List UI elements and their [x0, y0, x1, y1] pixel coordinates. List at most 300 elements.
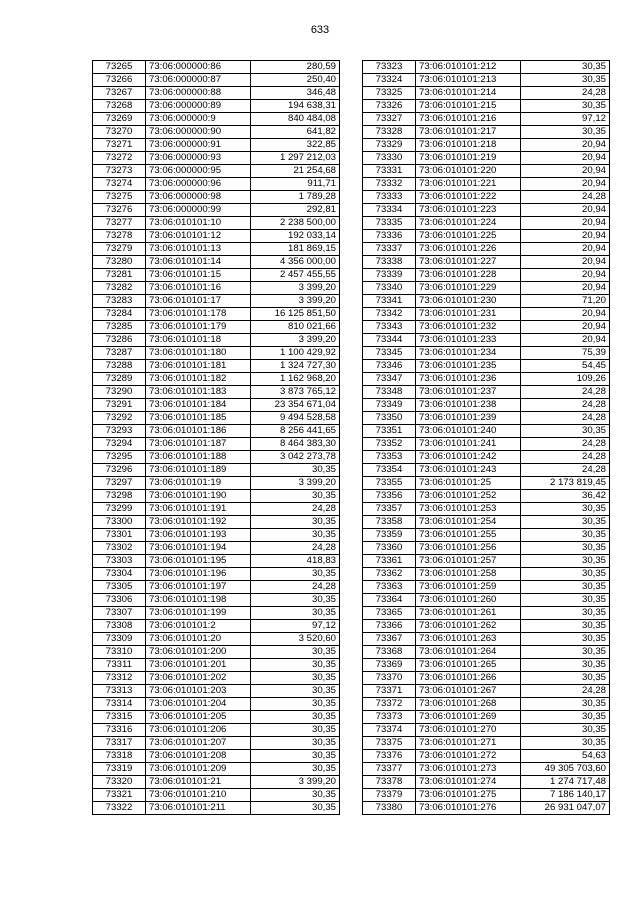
- cadastral-number-cell: 73:06:010101:265: [416, 659, 521, 672]
- table-row: [93, 230, 340, 243]
- cadastral-number-cell: 73:06:010101:225: [416, 230, 521, 243]
- value-cell: 30,35: [251, 529, 340, 542]
- value-cell: 24,28: [251, 581, 340, 594]
- row-number-cell: 73294: [93, 438, 146, 451]
- register-table-right-body: [363, 61, 610, 815]
- cadastral-number-cell: 73:06:010101:263: [416, 633, 521, 646]
- row-number-cell: 73302: [93, 542, 146, 555]
- table-row: [363, 139, 610, 152]
- cadastral-number-cell: 73:06:010101:266: [416, 672, 521, 685]
- table-row: [93, 425, 340, 438]
- cadastral-number-cell: 73:06:010101:180: [146, 347, 251, 360]
- cadastral-number-cell: 73:06:000000:95: [146, 165, 251, 178]
- value-cell: 911,71: [251, 178, 340, 191]
- row-number-cell: 73315: [93, 711, 146, 724]
- value-cell: 30,35: [521, 646, 610, 659]
- value-cell: 24,28: [251, 503, 340, 516]
- row-number-cell: 73312: [93, 672, 146, 685]
- value-cell: 20,94: [521, 308, 610, 321]
- table-row: [363, 360, 610, 373]
- table-row: [93, 100, 340, 113]
- cadastral-number-cell: 73:06:000000:90: [146, 126, 251, 139]
- value-cell: 3 399,20: [251, 776, 340, 789]
- value-cell: 30,35: [521, 594, 610, 607]
- row-number-cell: 73339: [363, 269, 416, 282]
- value-cell: 9 494 528,58: [251, 412, 340, 425]
- cadastral-number-cell: 73:06:010101:222: [416, 191, 521, 204]
- row-number-cell: 73376: [363, 750, 416, 763]
- cadastral-number-cell: 73:06:010101:243: [416, 464, 521, 477]
- cadastral-number-cell: 73:06:010101:197: [146, 581, 251, 594]
- table-row: [363, 191, 610, 204]
- row-number-cell: 73350: [363, 412, 416, 425]
- value-cell: 1 100 429,92: [251, 347, 340, 360]
- row-number-cell: 73317: [93, 737, 146, 750]
- cadastral-number-cell: 73:06:010101:181: [146, 360, 251, 373]
- cadastral-number-cell: 73:06:010101:238: [416, 399, 521, 412]
- value-cell: 16 125 851,50: [251, 308, 340, 321]
- value-cell: 30,35: [251, 737, 340, 750]
- cadastral-number-cell: 73:06:010101:214: [416, 87, 521, 100]
- table-row: [363, 412, 610, 425]
- row-number-cell: 73267: [93, 87, 146, 100]
- row-number-cell: 73354: [363, 464, 416, 477]
- row-number-cell: 73352: [363, 438, 416, 451]
- cadastral-number-cell: 73:06:010101:261: [416, 607, 521, 620]
- row-number-cell: 73331: [363, 165, 416, 178]
- table-row: [363, 542, 610, 555]
- value-cell: 21 254,68: [251, 165, 340, 178]
- table-row: [363, 789, 610, 802]
- value-cell: 1 324 727,30: [251, 360, 340, 373]
- cadastral-number-cell: 73:06:000000:96: [146, 178, 251, 191]
- row-number-cell: 73300: [93, 516, 146, 529]
- table-row: [93, 737, 340, 750]
- value-cell: 250,40: [251, 74, 340, 87]
- row-number-cell: 73380: [363, 802, 416, 815]
- table-row: [363, 373, 610, 386]
- table-row: [363, 529, 610, 542]
- value-cell: 8 464 383,30: [251, 438, 340, 451]
- cadastral-number-cell: 73:06:010101:227: [416, 256, 521, 269]
- table-row: [363, 724, 610, 737]
- row-number-cell: 73371: [363, 685, 416, 698]
- row-number-cell: 73309: [93, 633, 146, 646]
- value-cell: 30,35: [521, 568, 610, 581]
- value-cell: 3 399,20: [251, 295, 340, 308]
- value-cell: 24,28: [521, 412, 610, 425]
- row-number-cell: 73275: [93, 191, 146, 204]
- cadastral-number-cell: 73:06:010101:204: [146, 698, 251, 711]
- table-row: [93, 594, 340, 607]
- row-number-cell: 73296: [93, 464, 146, 477]
- row-number-cell: 73378: [363, 776, 416, 789]
- value-cell: 8 256 441,65: [251, 425, 340, 438]
- cadastral-number-cell: 73:06:010101:183: [146, 386, 251, 399]
- cadastral-number-cell: 73:06:010101:193: [146, 529, 251, 542]
- table-row: [363, 763, 610, 776]
- cadastral-number-cell: 73:06:010101:192: [146, 516, 251, 529]
- value-cell: 24,28: [251, 542, 340, 555]
- cadastral-number-cell: 73:06:010101:2: [146, 620, 251, 633]
- cadastral-number-cell: 73:06:010101:239: [416, 412, 521, 425]
- cadastral-number-cell: 73:06:010101:187: [146, 438, 251, 451]
- row-number-cell: 73366: [363, 620, 416, 633]
- cadastral-number-cell: 73:06:010101:241: [416, 438, 521, 451]
- value-cell: 280,59: [251, 61, 340, 74]
- value-cell: 192 033,14: [251, 230, 340, 243]
- table-row: [363, 464, 610, 477]
- cadastral-number-cell: 73:06:010101:203: [146, 685, 251, 698]
- row-number-cell: 73298: [93, 490, 146, 503]
- cadastral-number-cell: 73:06:010101:18: [146, 334, 251, 347]
- table-row: [93, 256, 340, 269]
- table-row: [93, 698, 340, 711]
- row-number-cell: 73305: [93, 581, 146, 594]
- cadastral-number-cell: 73:06:010101:274: [416, 776, 521, 789]
- value-cell: 24,28: [521, 87, 610, 100]
- row-number-cell: 73344: [363, 334, 416, 347]
- table-row: [363, 87, 610, 100]
- value-cell: 30,35: [521, 100, 610, 113]
- cadastral-number-cell: 73:06:010101:235: [416, 360, 521, 373]
- row-number-cell: 73316: [93, 724, 146, 737]
- table-row: [93, 724, 340, 737]
- cadastral-number-cell: 73:06:010101:258: [416, 568, 521, 581]
- value-cell: 3 042 273,78: [251, 451, 340, 464]
- cadastral-number-cell: 73:06:010101:217: [416, 126, 521, 139]
- table-row: [93, 386, 340, 399]
- table-row: [363, 802, 610, 815]
- row-number-cell: 73286: [93, 334, 146, 347]
- row-number-cell: 73363: [363, 581, 416, 594]
- cadastral-number-cell: 73:06:010101:10: [146, 217, 251, 230]
- register-table-right: [362, 60, 610, 815]
- row-number-cell: 73353: [363, 451, 416, 464]
- row-number-cell: 73290: [93, 386, 146, 399]
- value-cell: 54,45: [521, 360, 610, 373]
- row-number-cell: 73337: [363, 243, 416, 256]
- table-row: [363, 737, 610, 750]
- cadastral-number-cell: 73:06:000000:88: [146, 87, 251, 100]
- value-cell: 20,94: [521, 256, 610, 269]
- row-number-cell: 73269: [93, 113, 146, 126]
- cadastral-number-cell: 73:06:010101:221: [416, 178, 521, 191]
- table-row: [93, 438, 340, 451]
- cadastral-number-cell: 73:06:010101:209: [146, 763, 251, 776]
- table-row: [93, 295, 340, 308]
- table-row: [363, 217, 610, 230]
- table-row: [363, 607, 610, 620]
- table-row: [363, 308, 610, 321]
- row-number-cell: 73306: [93, 594, 146, 607]
- table-row: [363, 555, 610, 568]
- row-number-cell: 73365: [363, 607, 416, 620]
- row-number-cell: 73323: [363, 61, 416, 74]
- table-row: [93, 529, 340, 542]
- table-row: [93, 191, 340, 204]
- row-number-cell: 73359: [363, 529, 416, 542]
- table-row: [93, 178, 340, 191]
- value-cell: 30,35: [251, 568, 340, 581]
- table-row: [363, 581, 610, 594]
- cadastral-number-cell: 73:06:010101:201: [146, 659, 251, 672]
- register-table-left: [92, 60, 340, 815]
- table-row: [93, 516, 340, 529]
- cadastral-number-cell: 73:06:010101:199: [146, 607, 251, 620]
- value-cell: 71,20: [521, 295, 610, 308]
- cadastral-number-cell: 73:06:010101:234: [416, 347, 521, 360]
- cadastral-number-cell: 73:06:010101:267: [416, 685, 521, 698]
- row-number-cell: 73272: [93, 152, 146, 165]
- cadastral-number-cell: 73:06:010101:213: [416, 74, 521, 87]
- table-row: [363, 178, 610, 191]
- table-row: [93, 74, 340, 87]
- row-number-cell: 73270: [93, 126, 146, 139]
- cadastral-number-cell: 73:06:010101:240: [416, 425, 521, 438]
- row-number-cell: 73358: [363, 516, 416, 529]
- value-cell: 3 520,60: [251, 633, 340, 646]
- cadastral-number-cell: 73:06:010101:13: [146, 243, 251, 256]
- cadastral-number-cell: 73:06:010101:260: [416, 594, 521, 607]
- table-row: [363, 516, 610, 529]
- row-number-cell: 73284: [93, 308, 146, 321]
- value-cell: 7 186 140,17: [521, 789, 610, 802]
- table-row: [93, 620, 340, 633]
- cadastral-number-cell: 73:06:000000:99: [146, 204, 251, 217]
- cadastral-number-cell: 73:06:010101:219: [416, 152, 521, 165]
- table-row: [363, 334, 610, 347]
- value-cell: 30,35: [521, 711, 610, 724]
- value-cell: 20,94: [521, 230, 610, 243]
- value-cell: 30,35: [521, 737, 610, 750]
- row-number-cell: 73345: [363, 347, 416, 360]
- row-number-cell: 73349: [363, 399, 416, 412]
- cadastral-number-cell: 73:06:010101:184: [146, 399, 251, 412]
- table-row: [93, 165, 340, 178]
- table-row: [363, 113, 610, 126]
- cadastral-number-cell: 73:06:010101:254: [416, 516, 521, 529]
- value-cell: 810 021,66: [251, 321, 340, 334]
- value-cell: 30,35: [251, 464, 340, 477]
- cadastral-number-cell: 73:06:010101:19: [146, 477, 251, 490]
- table-row: [93, 321, 340, 334]
- cadastral-number-cell: 73:06:010101:269: [416, 711, 521, 724]
- value-cell: 30,35: [251, 789, 340, 802]
- cadastral-number-cell: 73:06:010101:256: [416, 542, 521, 555]
- row-number-cell: 73329: [363, 139, 416, 152]
- table-row: [93, 633, 340, 646]
- table-row: [93, 334, 340, 347]
- cadastral-number-cell: 73:06:010101:233: [416, 334, 521, 347]
- table-row: [93, 659, 340, 672]
- row-number-cell: 73347: [363, 373, 416, 386]
- value-cell: 20,94: [521, 204, 610, 217]
- table-row: [363, 594, 610, 607]
- row-number-cell: 73280: [93, 256, 146, 269]
- table-row: [363, 204, 610, 217]
- cadastral-number-cell: 73:06:010101:255: [416, 529, 521, 542]
- cadastral-number-cell: 73:06:010101:216: [416, 113, 521, 126]
- value-cell: 1 274 717,48: [521, 776, 610, 789]
- row-number-cell: 73266: [93, 74, 146, 87]
- value-cell: 20,94: [521, 321, 610, 334]
- cadastral-number-cell: 73:06:010101:206: [146, 724, 251, 737]
- value-cell: 20,94: [521, 165, 610, 178]
- row-number-cell: 73276: [93, 204, 146, 217]
- table-row: [93, 204, 340, 217]
- value-cell: 292,81: [251, 204, 340, 217]
- row-number-cell: 73370: [363, 672, 416, 685]
- cadastral-number-cell: 73:06:010101:186: [146, 425, 251, 438]
- row-number-cell: 73369: [363, 659, 416, 672]
- row-number-cell: 73362: [363, 568, 416, 581]
- value-cell: 840 484,08: [251, 113, 340, 126]
- value-cell: 30,35: [521, 516, 610, 529]
- cadastral-number-cell: 73:06:010101:273: [416, 763, 521, 776]
- table-row: [93, 503, 340, 516]
- row-number-cell: 73326: [363, 100, 416, 113]
- value-cell: 3 399,20: [251, 282, 340, 295]
- table-row: [363, 503, 610, 516]
- table-row: [93, 581, 340, 594]
- value-cell: 30,35: [521, 620, 610, 633]
- table-row: [363, 490, 610, 503]
- value-cell: 641,82: [251, 126, 340, 139]
- value-cell: 20,94: [521, 243, 610, 256]
- table-row: [93, 412, 340, 425]
- value-cell: 181 869,15: [251, 243, 340, 256]
- cadastral-number-cell: 73:06:010101:189: [146, 464, 251, 477]
- cadastral-number-cell: 73:06:010101:230: [416, 295, 521, 308]
- value-cell: 20,94: [521, 282, 610, 295]
- value-cell: 20,94: [521, 334, 610, 347]
- cadastral-number-cell: 73:06:010101:264: [416, 646, 521, 659]
- value-cell: 30,35: [251, 685, 340, 698]
- cadastral-number-cell: 73:06:000000:89: [146, 100, 251, 113]
- cadastral-number-cell: 73:06:010101:226: [416, 243, 521, 256]
- cadastral-number-cell: 73:06:010101:17: [146, 295, 251, 308]
- row-number-cell: 73287: [93, 347, 146, 360]
- cadastral-number-cell: 73:06:010101:272: [416, 750, 521, 763]
- value-cell: 30,35: [521, 672, 610, 685]
- row-number-cell: 73379: [363, 789, 416, 802]
- table-row: [93, 308, 340, 321]
- row-number-cell: 73314: [93, 698, 146, 711]
- cadastral-number-cell: 73:06:010101:215: [416, 100, 521, 113]
- row-number-cell: 73303: [93, 555, 146, 568]
- table-row: [363, 321, 610, 334]
- row-number-cell: 73351: [363, 425, 416, 438]
- value-cell: 54,63: [521, 750, 610, 763]
- value-cell: 23 354 671,04: [251, 399, 340, 412]
- value-cell: 3 873 765,12: [251, 386, 340, 399]
- cadastral-number-cell: 73:06:010101:237: [416, 386, 521, 399]
- cadastral-number-cell: 73:06:010101:228: [416, 269, 521, 282]
- table-row: [363, 74, 610, 87]
- cadastral-number-cell: 73:06:010101:20: [146, 633, 251, 646]
- table-row: [93, 802, 340, 815]
- value-cell: 109,26: [521, 373, 610, 386]
- value-cell: 20,94: [521, 217, 610, 230]
- table-row: [93, 685, 340, 698]
- row-number-cell: 73341: [363, 295, 416, 308]
- value-cell: 1 162 968,20: [251, 373, 340, 386]
- value-cell: 49 305 703,60: [521, 763, 610, 776]
- row-number-cell: 73293: [93, 425, 146, 438]
- cadastral-number-cell: 73:06:010101:212: [416, 61, 521, 74]
- value-cell: 418,83: [251, 555, 340, 568]
- value-cell: 75,39: [521, 347, 610, 360]
- value-cell: 36,42: [521, 490, 610, 503]
- row-number-cell: 73334: [363, 204, 416, 217]
- table-row: [363, 386, 610, 399]
- row-number-cell: 73373: [363, 711, 416, 724]
- table-row: [93, 646, 340, 659]
- cadastral-number-cell: 73:06:010101:178: [146, 308, 251, 321]
- cadastral-number-cell: 73:06:010101:275: [416, 789, 521, 802]
- table-row: [93, 243, 340, 256]
- table-row: [363, 425, 610, 438]
- row-number-cell: 73361: [363, 555, 416, 568]
- table-row: [363, 672, 610, 685]
- value-cell: 2 457 455,55: [251, 269, 340, 282]
- cadastral-number-cell: 73:06:010101:16: [146, 282, 251, 295]
- value-cell: 30,35: [251, 516, 340, 529]
- value-cell: 24,28: [521, 438, 610, 451]
- cadastral-number-cell: 73:06:010101:194: [146, 542, 251, 555]
- table-row: [363, 711, 610, 724]
- cadastral-number-cell: 73:06:010101:262: [416, 620, 521, 633]
- table-row: [93, 555, 340, 568]
- row-number-cell: 73279: [93, 243, 146, 256]
- cadastral-number-cell: 73:06:000000:86: [146, 61, 251, 74]
- cadastral-number-cell: 73:06:010101:185: [146, 412, 251, 425]
- value-cell: 30,35: [521, 61, 610, 74]
- row-number-cell: 73289: [93, 373, 146, 386]
- row-number-cell: 73330: [363, 152, 416, 165]
- cadastral-number-cell: 73:06:010101:231: [416, 308, 521, 321]
- table-row: [93, 711, 340, 724]
- row-number-cell: 73338: [363, 256, 416, 269]
- value-cell: 30,35: [251, 724, 340, 737]
- table-row: [363, 646, 610, 659]
- cadastral-number-cell: 73:06:010101:276: [416, 802, 521, 815]
- cadastral-number-cell: 73:06:000000:93: [146, 152, 251, 165]
- value-cell: 2 173 819,45: [521, 477, 610, 490]
- table-row: [93, 607, 340, 620]
- table-row: [363, 230, 610, 243]
- cadastral-number-cell: 73:06:010101:270: [416, 724, 521, 737]
- table-row: [363, 659, 610, 672]
- value-cell: 2 238 500,00: [251, 217, 340, 230]
- value-cell: 30,35: [521, 425, 610, 438]
- cadastral-number-cell: 73:06:010101:190: [146, 490, 251, 503]
- value-cell: 30,35: [521, 581, 610, 594]
- table-row: [93, 750, 340, 763]
- value-cell: 194 638,31: [251, 100, 340, 113]
- value-cell: 24,28: [521, 685, 610, 698]
- cadastral-number-cell: 73:06:010101:257: [416, 555, 521, 568]
- value-cell: 20,94: [521, 152, 610, 165]
- value-cell: 30,35: [251, 802, 340, 815]
- row-number-cell: 73335: [363, 217, 416, 230]
- table-row: [363, 165, 610, 178]
- value-cell: 30,35: [251, 490, 340, 503]
- register-table-left-body: [93, 61, 340, 815]
- value-cell: 30,35: [521, 503, 610, 516]
- table-row: [93, 672, 340, 685]
